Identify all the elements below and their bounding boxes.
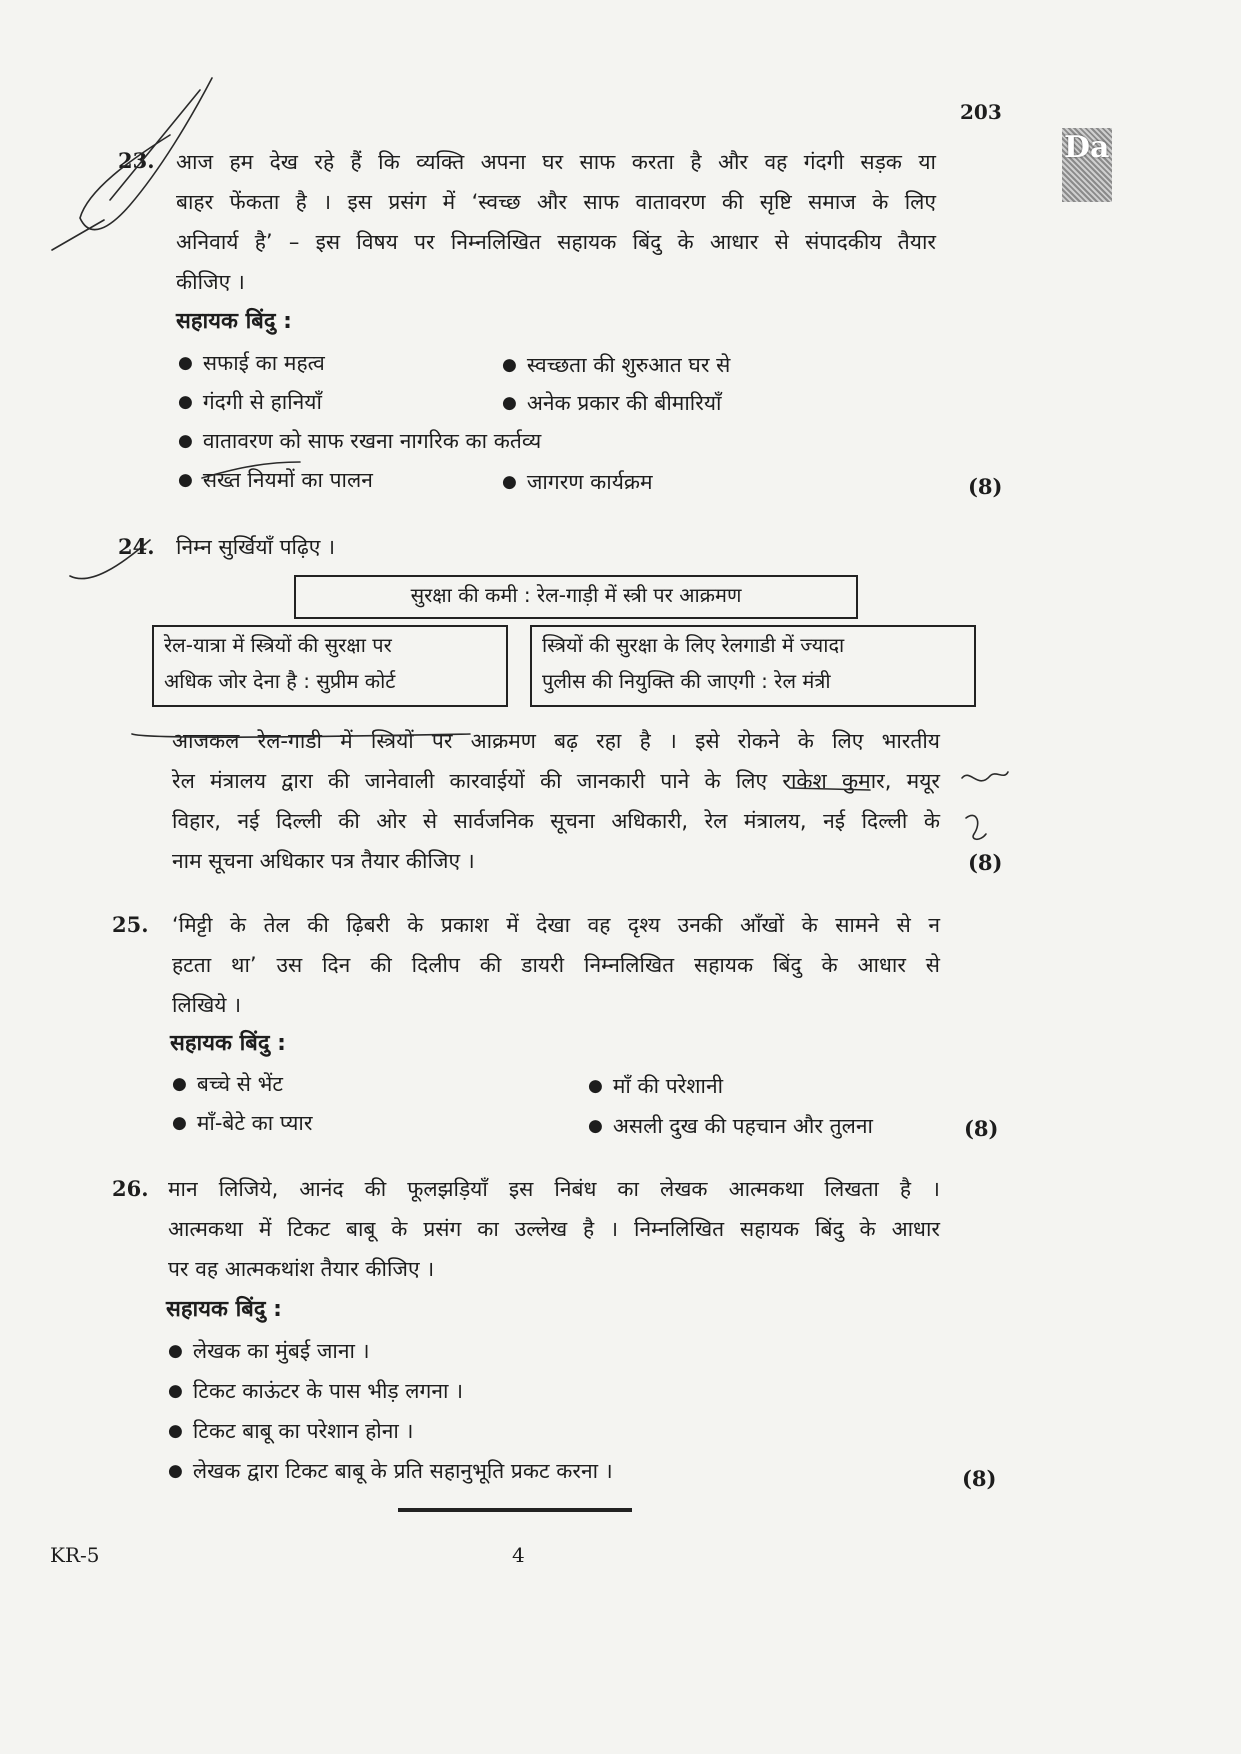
question-26-text [168,1169,940,1289]
q26-marks: (8) [962,1466,997,1491]
q23-line-4: कीजिए । [176,270,245,294]
question-25-number: 25. [112,912,149,937]
q23-point: ● अनेक प्रकार की बीमारियाँ [502,383,721,425]
end-rule [398,1508,632,1512]
paper-code: KR-5 [50,1543,100,1567]
q26-line-3: पर वह आत्मकथांश तैयार कीजिए । [168,1257,435,1281]
q25-line-2: हटता था’ उस दिन की दिलीप की डायरी निम्नलिखित सहायक बिंदु के आधार से [172,953,940,977]
q23-point: ● गंदगी से हानियाँ [178,382,322,424]
q25-point: ● असली दुख की पहचान और तुलना [588,1106,873,1148]
question-23-number: 23. [118,148,155,173]
q24-line-4: नाम सूचना अधिकार पत्र तैयार कीजिए । [172,849,475,873]
headline-main: सुरक्षा की कमी : रेल-गाड़ी में स्त्री पर आक्रमण [410,583,742,607]
q23-point: ● वातावरण को साफ रखना नागरिक का कर्तव्य [178,421,541,463]
q25-line-1: ‘मिट्टी के तेल की ढ़िबरी के प्रकाश में देखा वह दृश्य उनकी आँखों के सामने से न [172,913,940,937]
q23-point: ● सख्त नियमों का पालन [178,460,373,502]
q25-point: ● माँ-बेटे का प्यार [172,1103,312,1145]
question-23-text [176,142,936,302]
q26-line-2: आत्मकथा में टिकट बाबू के प्रसंग का उल्लेख है । निम्नलिखित सहायक बिंदु के आधार [168,1217,940,1241]
corner-stamp [1062,128,1112,202]
q25-marks: (8) [964,1116,999,1141]
printed-page-number: 203 [960,100,1002,124]
question-25-text [172,905,940,1025]
q23-line-2: बाहर फेंकता है । इस प्रसंग में ‘स्वच्छ और साफ वातावरण की सृष्टि समाज के लिए [176,190,936,214]
pen-margin-note-1 [962,772,1008,781]
question-24-number: 24. [118,534,155,559]
q24-line-3: विहार, नई दिल्ली की ओर से सार्वजनिक सूचना अधिकारी, रेल मंत्रालय, नई दिल्ली के [172,809,940,833]
question-26-number: 26. [112,1176,149,1201]
headline-right-line-1: स्त्रियों की सुरक्षा के लिए रेलगाडी में ज्यादा [542,633,845,657]
headline-left-line-1: रेल-यात्रा में स्त्रियों की सुरक्षा पर [164,633,392,657]
q23-point: ● स्वच्छता की शुरुआत घर से [502,345,730,387]
q23-line-1: आज हम देख रहे हैं कि व्यक्ति अपना घर साफ करता है और वह गंदगी सड़क या [176,150,936,174]
q25-point: ● माँ की परेशानी [588,1066,723,1108]
q24-marks: (8) [968,850,1003,875]
q23-marks: (8) [968,474,1003,499]
q26-point: ● टिकट बाबू का परेशान होना । [168,1411,413,1453]
stamp-text: Da [1064,130,1110,165]
headline-box-main [294,575,858,619]
q26-point: ● लेखक द्वारा टिकट बाबू के प्रति सहानुभूति प्रकट करना । [168,1451,613,1493]
q25-point: ● बच्चे से भेंट [172,1064,283,1106]
headline-box-left [152,625,508,707]
pen-margin-note-2 [966,815,986,839]
q23-points-heading: सहायक बिंदु : [176,309,292,334]
q23-point: ● सफाई का महत्व [178,343,325,385]
headline-box-right [530,625,976,707]
footer-page-number: 4 [512,1543,525,1567]
headline-right-line-2: पुलीस की नियुक्ति की जाएगी : रेल मंत्री [542,669,831,693]
q26-line-1: मान लिजिये, आनंद की फूलझड़ियाँ इस निबंध का लेखक आत्मकथा लिखता है । [168,1177,940,1201]
q23-line-3: अनिवार्य है’ – इस विषय पर निम्नलिखित सहायक बिंदु के आधार से संपादकीय तैयार [176,230,936,254]
q25-points-heading: सहायक बिंदु : [170,1031,286,1056]
q24-line-1: आजकल रेल-गाडी में स्त्रियों पर आक्रमण बढ़ रहा है । इसे रोकने के लिए भारतीय [172,729,940,753]
headline-left-line-2: अधिक जोर देना है : सुप्रीम कोर्ट [164,669,396,693]
q23-point: ● जागरण कार्यक्रम [502,462,653,504]
q26-point: ● लेखक का मुंबई जाना । [168,1331,370,1373]
q26-points-heading: सहायक बिंदु : [166,1297,282,1322]
q26-point: ● टिकट काऊंटर के पास भीड़ लगना । [168,1371,463,1413]
q25-line-3: लिखिये । [172,993,242,1017]
q24-intro: निम्न सुर्खियाँ पढ़िए । [176,535,336,559]
question-24-text [172,721,940,881]
q24-line-2: रेल मंत्रालय द्वारा की जानेवाली कारवाईयों की जानकारी पाने के लिए राकेश कुमार, मयूर [172,769,940,793]
